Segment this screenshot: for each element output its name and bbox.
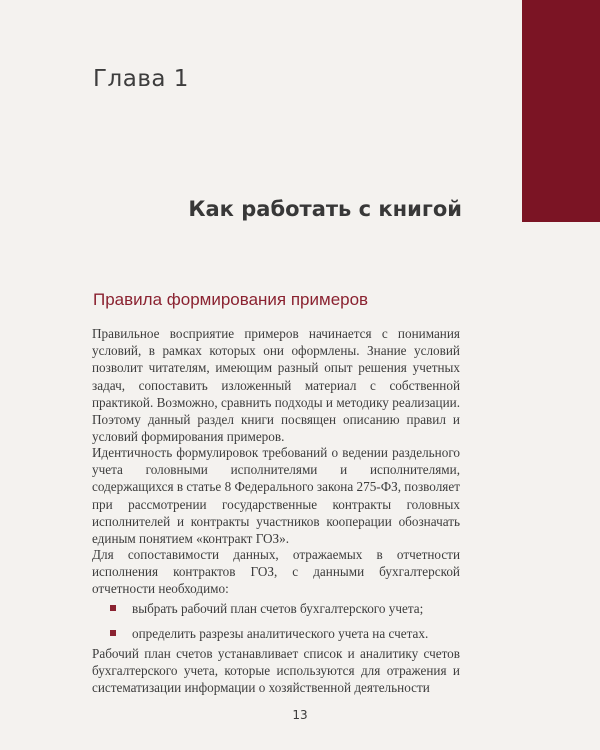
page-number: 13 bbox=[292, 708, 308, 722]
square-bullet-icon bbox=[110, 605, 116, 611]
paragraph-text: Идентичность формулировок требований о ведении раздельного учета головными исполнителями и исполнителями, содержащихся в статье 8 Федерального закона 275-ФЗ, позволяет при рассмотрении государственные контракты головных исполнителей и контракты участников кооперации обозначать единым понятием «контракт ГОЗ». bbox=[92, 445, 460, 547]
paragraph-4 bbox=[92, 645, 460, 697]
chapter-title: Как работать с книгой bbox=[188, 197, 462, 221]
bullet-text: определить разрезы аналитического учета на счетах. bbox=[132, 626, 429, 641]
paragraph-2 bbox=[92, 444, 460, 547]
paragraph-text: Правильное восприятие примеров начинается с понимания условий, в рамках которых они оформлены. Знание условий позволит читателям, имеющим разный опыт решения учетных задач, сопоставить изложенный материал с собственной практикой. Возможно, сравнить подходы и методику реализации. Поэтому данный раздел книги посвящен описанию правил и условий формирования примеров. bbox=[92, 326, 460, 445]
paragraph-text: Рабочий план счетов устанавливает список и аналитику счетов бухгалтерского учета, которые используются для отражения и систематизации информации о хозяйственной деятельности bbox=[92, 646, 460, 696]
square-bullet-icon bbox=[110, 630, 116, 636]
paragraph-3 bbox=[92, 546, 460, 598]
bullet-item bbox=[110, 600, 428, 617]
paragraph-text: Для сопоставимости данных, отражаемых в отчетности исполнения контрактов ГОЗ, с данными бухгалтерской отчетности необходимо: bbox=[92, 547, 460, 597]
section-heading: Правила формирования примеров bbox=[93, 290, 369, 309]
bullet-list bbox=[110, 600, 428, 642]
bullet-text: выбрать рабочий план счетов бухгалтерского учета; bbox=[132, 601, 424, 616]
chapter-edge-tab bbox=[522, 0, 600, 222]
chapter-label: Глава 1 bbox=[93, 66, 189, 92]
bullet-item bbox=[110, 625, 428, 642]
paragraph-1 bbox=[92, 325, 460, 445]
